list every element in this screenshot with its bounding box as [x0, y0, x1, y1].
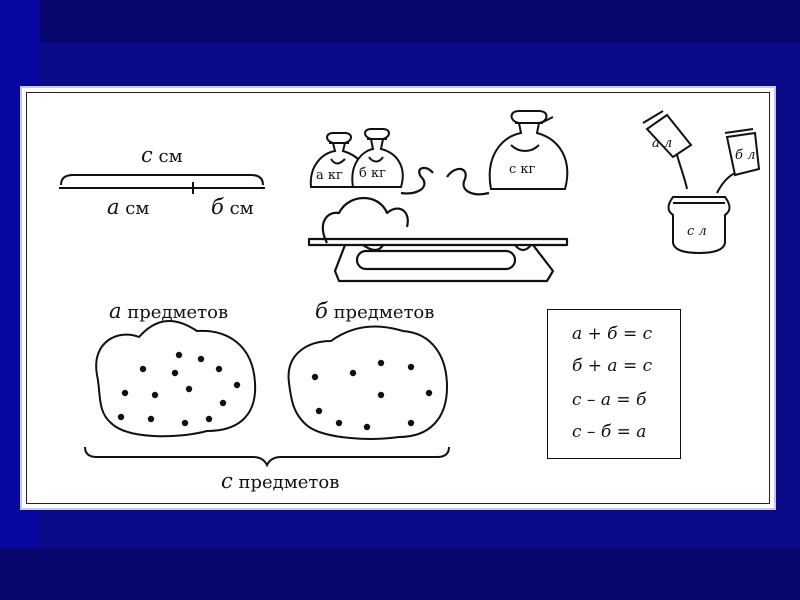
sets-total-label: с предметов	[221, 469, 340, 493]
segment-brace-top	[61, 175, 263, 185]
equation-1: а + б = с	[572, 324, 653, 344]
jar-a-label: а л	[652, 136, 673, 151]
scale-right-horn	[447, 169, 489, 194]
equation-4: с – б = а	[572, 422, 647, 442]
bag-b-label: б кг	[359, 166, 386, 181]
set-a-label: а предметов	[109, 299, 229, 323]
set-b-dots	[312, 360, 432, 430]
background-band-top	[0, 0, 800, 42]
scale-top-platform	[309, 239, 567, 245]
bag-c-label: с кг	[509, 162, 536, 177]
scale-left-pan-rim	[323, 198, 408, 243]
set-b-label: б предметов	[315, 299, 435, 323]
sets-total-brace	[85, 447, 449, 465]
scale-window	[357, 251, 515, 269]
figure-panel	[20, 86, 776, 510]
segment-diagram	[59, 175, 265, 194]
equation-2: б + а = с	[572, 356, 653, 376]
jar-c-label: с л	[687, 224, 707, 239]
figure-frame	[26, 92, 770, 504]
segment-part-b-label: б см	[211, 195, 254, 219]
equation-3: с – а = б	[572, 390, 647, 410]
equations-box	[547, 309, 681, 459]
jar-b-label: б л	[735, 148, 756, 163]
set-b-blob	[289, 326, 447, 438]
segment-total-label: с см	[141, 143, 183, 167]
bag-a-label: а кг	[316, 168, 343, 183]
background-band-bottom	[0, 548, 800, 600]
scale-left-horn	[401, 168, 433, 194]
segment-part-a-label: а см	[107, 195, 150, 219]
bag-c	[490, 111, 568, 189]
set-a-dots	[118, 352, 240, 426]
